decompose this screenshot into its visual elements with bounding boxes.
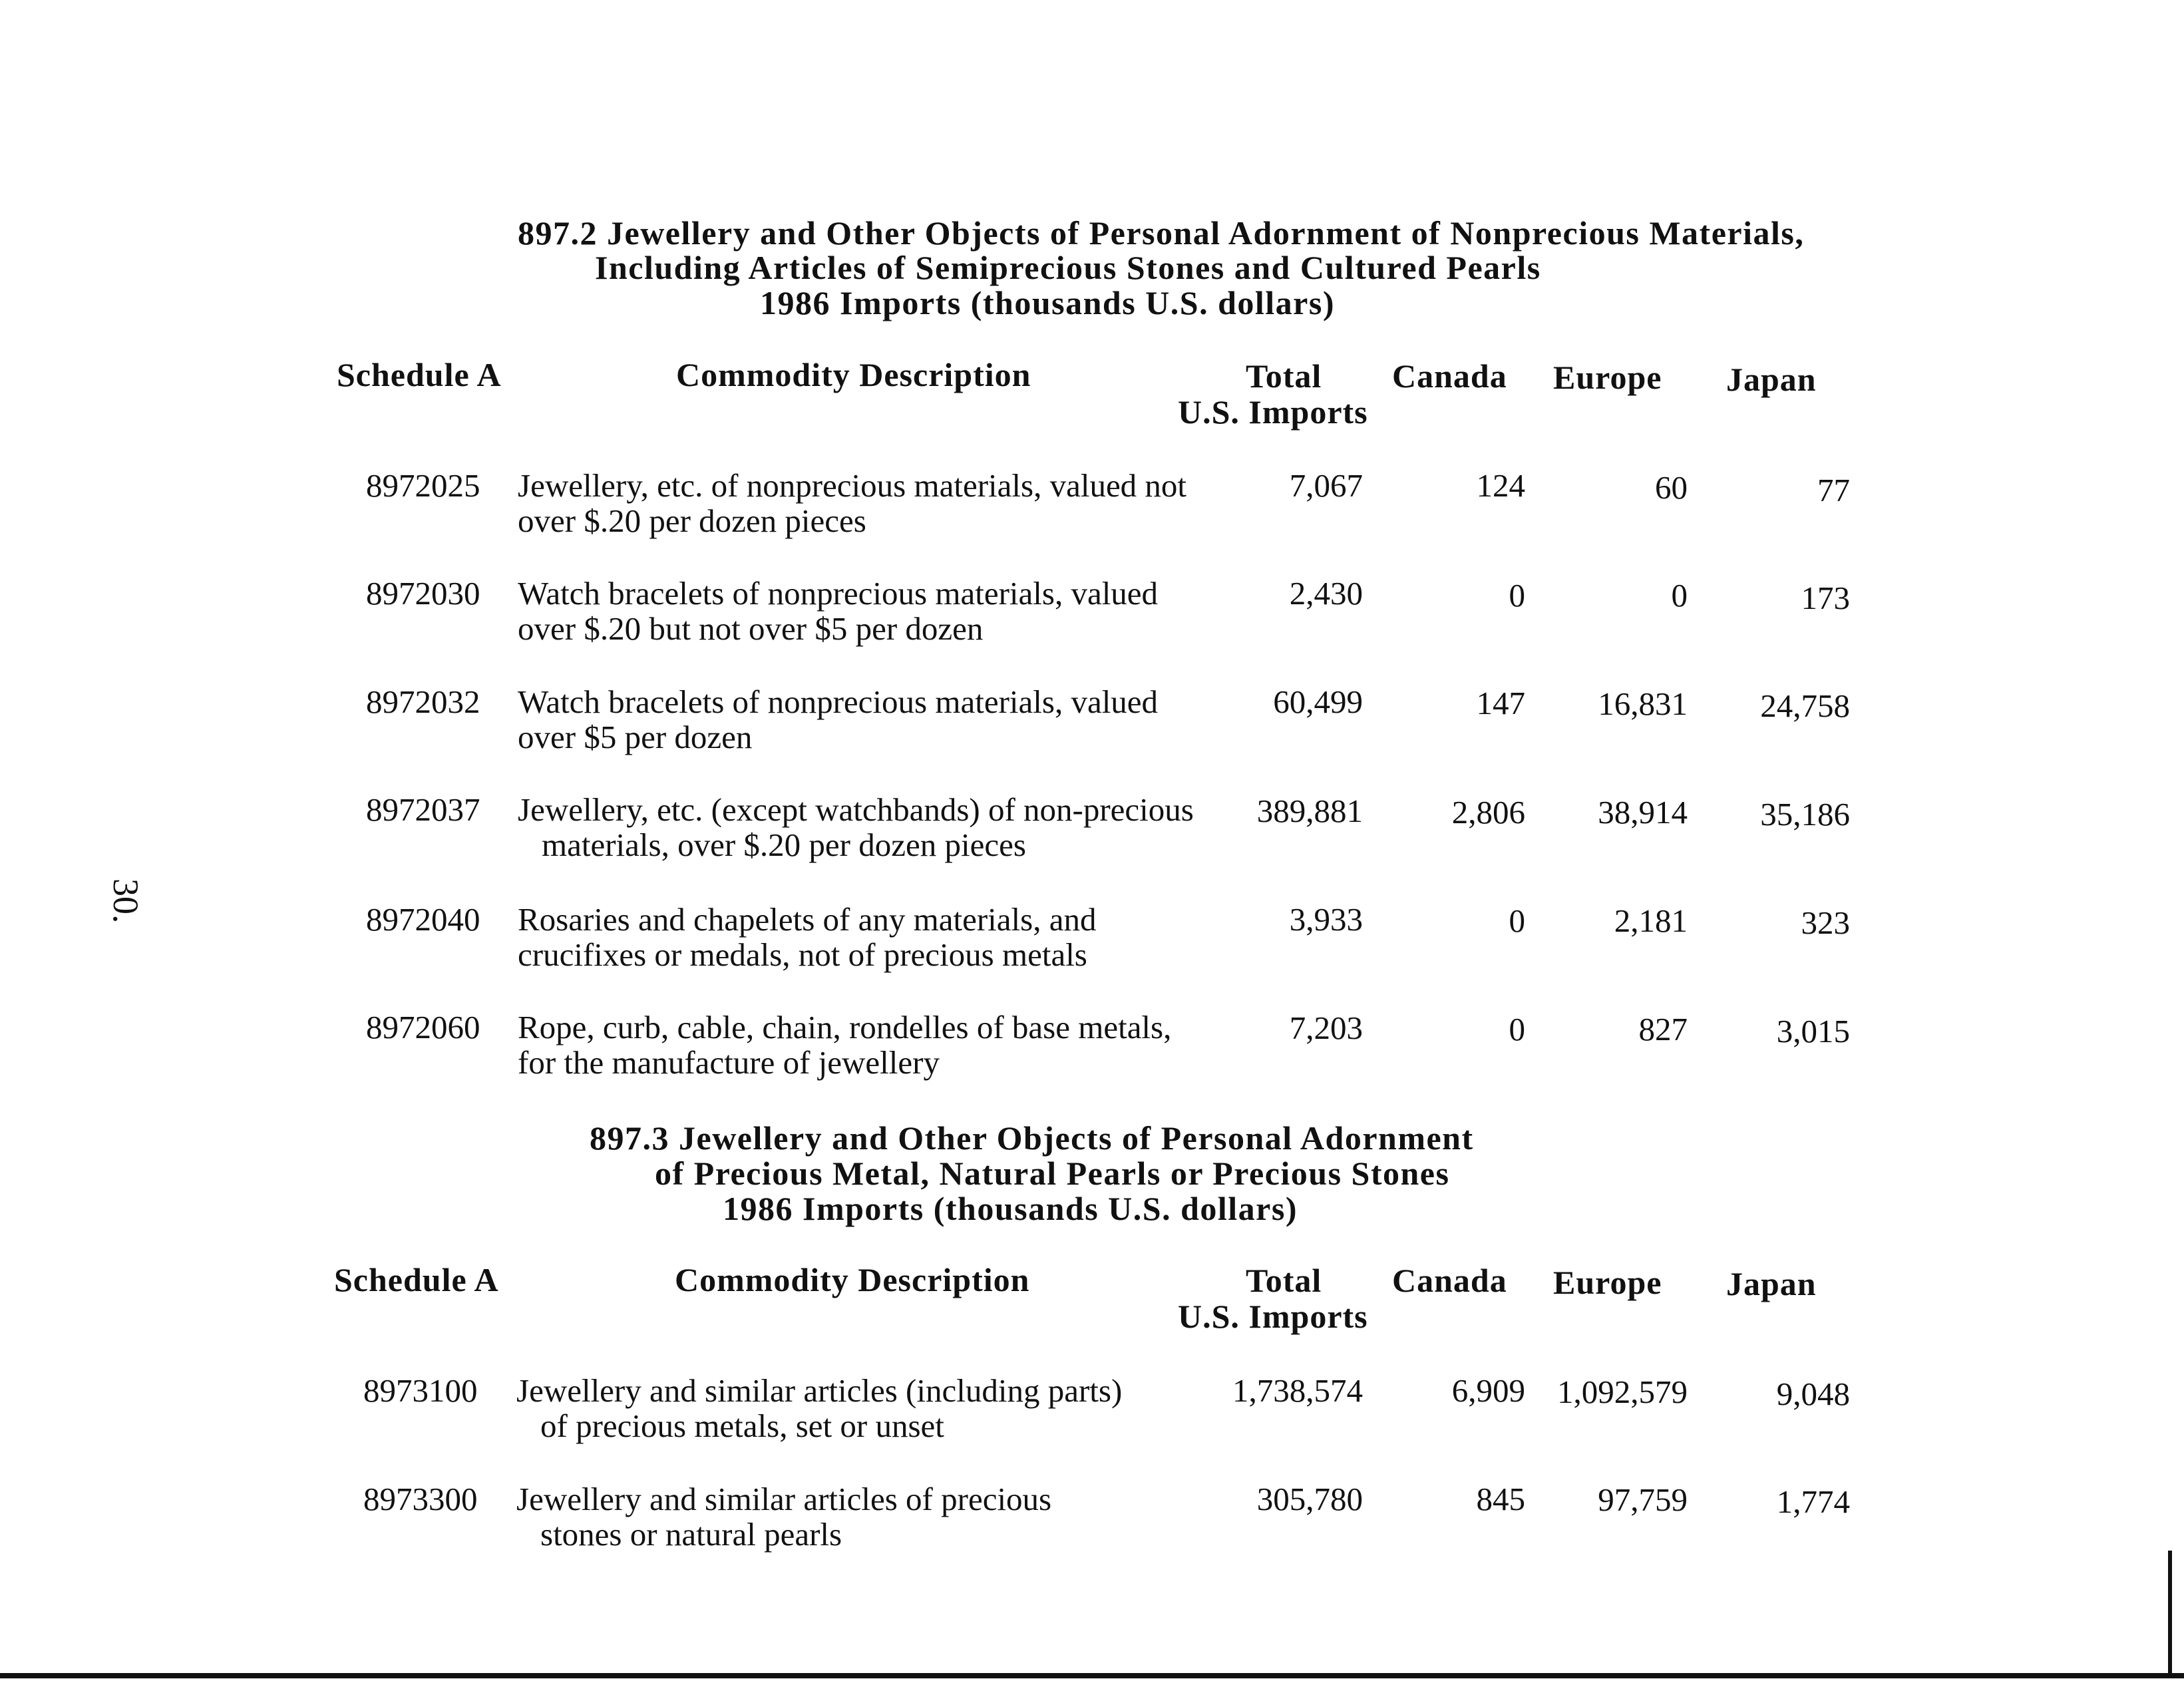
description-line-2: of precious metals, set or unset	[540, 1408, 944, 1444]
header-canada: Canada	[1392, 1262, 1507, 1299]
section-title-line-1: 897.3 Jewellery and Other Objects of Personal Adornment	[590, 1119, 1474, 1157]
description-line-2: over $.20 but not over $5 per dozen	[518, 610, 984, 647]
canada-value: 6,909	[1451, 1372, 1525, 1409]
total-us-imports: 1,738,574	[1232, 1372, 1363, 1409]
japan-value: 9,048	[1776, 1376, 1850, 1412]
description-line-2: over $.20 per dozen pieces	[518, 502, 866, 539]
description-line-2: for the manufacture of jewellery	[518, 1044, 940, 1081]
canada-value: 845	[1476, 1481, 1525, 1517]
description-line-1: Jewellery and similar articles of precious	[516, 1481, 1052, 1517]
header-canada: Canada	[1392, 357, 1507, 395]
europe-value: 0	[1671, 577, 1688, 614]
canada-value: 147	[1476, 685, 1525, 721]
europe-value: 38,914	[1598, 794, 1688, 831]
header-schedule: Schedule A	[337, 356, 502, 393]
japan-value: 173	[1801, 580, 1850, 616]
total-us-imports: 60,499	[1273, 683, 1363, 720]
total-us-imports: 3,933	[1289, 901, 1363, 938]
header-total-line-1: Total	[1246, 1262, 1322, 1299]
section-title-line-2: Including Articles of Semiprecious Stones and Cultured Pearls	[595, 249, 1541, 286]
header-japan: Japan	[1726, 361, 1817, 398]
japan-value: 77	[1817, 472, 1850, 508]
europe-value: 827	[1638, 1011, 1688, 1047]
europe-value: 2,181	[1614, 902, 1688, 939]
europe-value: 97,759	[1598, 1481, 1688, 1518]
schedule-code: 8973100	[363, 1372, 478, 1409]
description-line-1: Watch bracelets of nonprecious materials, valued	[518, 575, 1159, 612]
total-us-imports: 7,203	[1289, 1010, 1363, 1046]
canada-value: 0	[1509, 902, 1525, 939]
section-title-line-2: of Precious Metal, Natural Pearls or Precious Stones	[655, 1155, 1450, 1192]
header-description: Commodity Description	[676, 356, 1031, 393]
description-line-2: crucifixes or medals, not of precious metals	[518, 936, 1087, 973]
europe-value: 16,831	[1598, 685, 1688, 722]
header-total-line-2: U.S. Imports	[1178, 1298, 1368, 1335]
section-title-line-3: 1986 Imports (thousands U.S. dollars)	[723, 1190, 1298, 1227]
canada-value: 2,806	[1451, 794, 1525, 831]
header-schedule: Schedule A	[334, 1261, 499, 1298]
total-us-imports: 389,881	[1256, 793, 1363, 829]
description-line-1: Jewellery, etc. of nonprecious materials, valued not	[518, 467, 1187, 504]
description-line-2: stones or natural pearls	[540, 1516, 842, 1553]
description-line-2: materials, over $.20 per dozen pieces	[542, 827, 1026, 863]
japan-value: 1,774	[1776, 1483, 1850, 1520]
schedule-code: 8972040	[366, 901, 480, 938]
canada-value: 0	[1509, 1011, 1525, 1047]
japan-value: 323	[1801, 904, 1850, 941]
canada-value: 124	[1476, 467, 1525, 504]
japan-value: 35,186	[1760, 796, 1850, 833]
schedule-code: 8972060	[366, 1009, 480, 1045]
description-line-1: Rope, curb, cable, chain, rondelles of base metals,	[518, 1009, 1172, 1045]
description-line-2: over $5 per dozen	[518, 719, 753, 755]
schedule-code: 8972030	[366, 575, 480, 612]
description-line-1: Jewellery, etc. (except watchbands) of non-precious	[518, 791, 1194, 828]
schedule-code: 8972037	[366, 791, 480, 828]
schedule-code: 8973300	[363, 1481, 478, 1517]
total-us-imports: 2,430	[1289, 575, 1363, 612]
section-title-line-1: 897.2 Jewellery and Other Objects of Personal Adornment of Nonprecious Materials,	[518, 214, 1805, 252]
japan-value: 3,015	[1776, 1013, 1850, 1049]
europe-value: 1,092,579	[1557, 1374, 1688, 1410]
header-description: Commodity Description	[675, 1261, 1030, 1298]
header-japan: Japan	[1726, 1265, 1817, 1302]
header-europe: Europe	[1553, 359, 1662, 396]
total-us-imports: 305,780	[1256, 1481, 1363, 1517]
canada-value: 0	[1509, 577, 1525, 614]
description-line-1: Rosaries and chapelets of any materials, and	[518, 901, 1097, 938]
header-europe: Europe	[1553, 1264, 1662, 1301]
right-border-line	[2168, 1551, 2172, 1677]
total-us-imports: 7,067	[1289, 467, 1363, 504]
section-title-line-3: 1986 Imports (thousands U.S. dollars)	[760, 284, 1335, 321]
header-total-line-2: U.S. Imports	[1178, 393, 1368, 431]
page-number: 30.	[106, 878, 146, 924]
bottom-border-line	[0, 1673, 2184, 1678]
japan-value: 24,758	[1760, 687, 1850, 724]
europe-value: 60	[1655, 469, 1688, 506]
header-total-line-1: Total	[1246, 357, 1322, 395]
description-line-1: Jewellery and similar articles (including parts)	[516, 1372, 1123, 1409]
description-line-1: Watch bracelets of nonprecious materials, valued	[518, 683, 1159, 720]
schedule-code: 8972032	[366, 683, 480, 720]
schedule-code: 8972025	[366, 467, 480, 504]
